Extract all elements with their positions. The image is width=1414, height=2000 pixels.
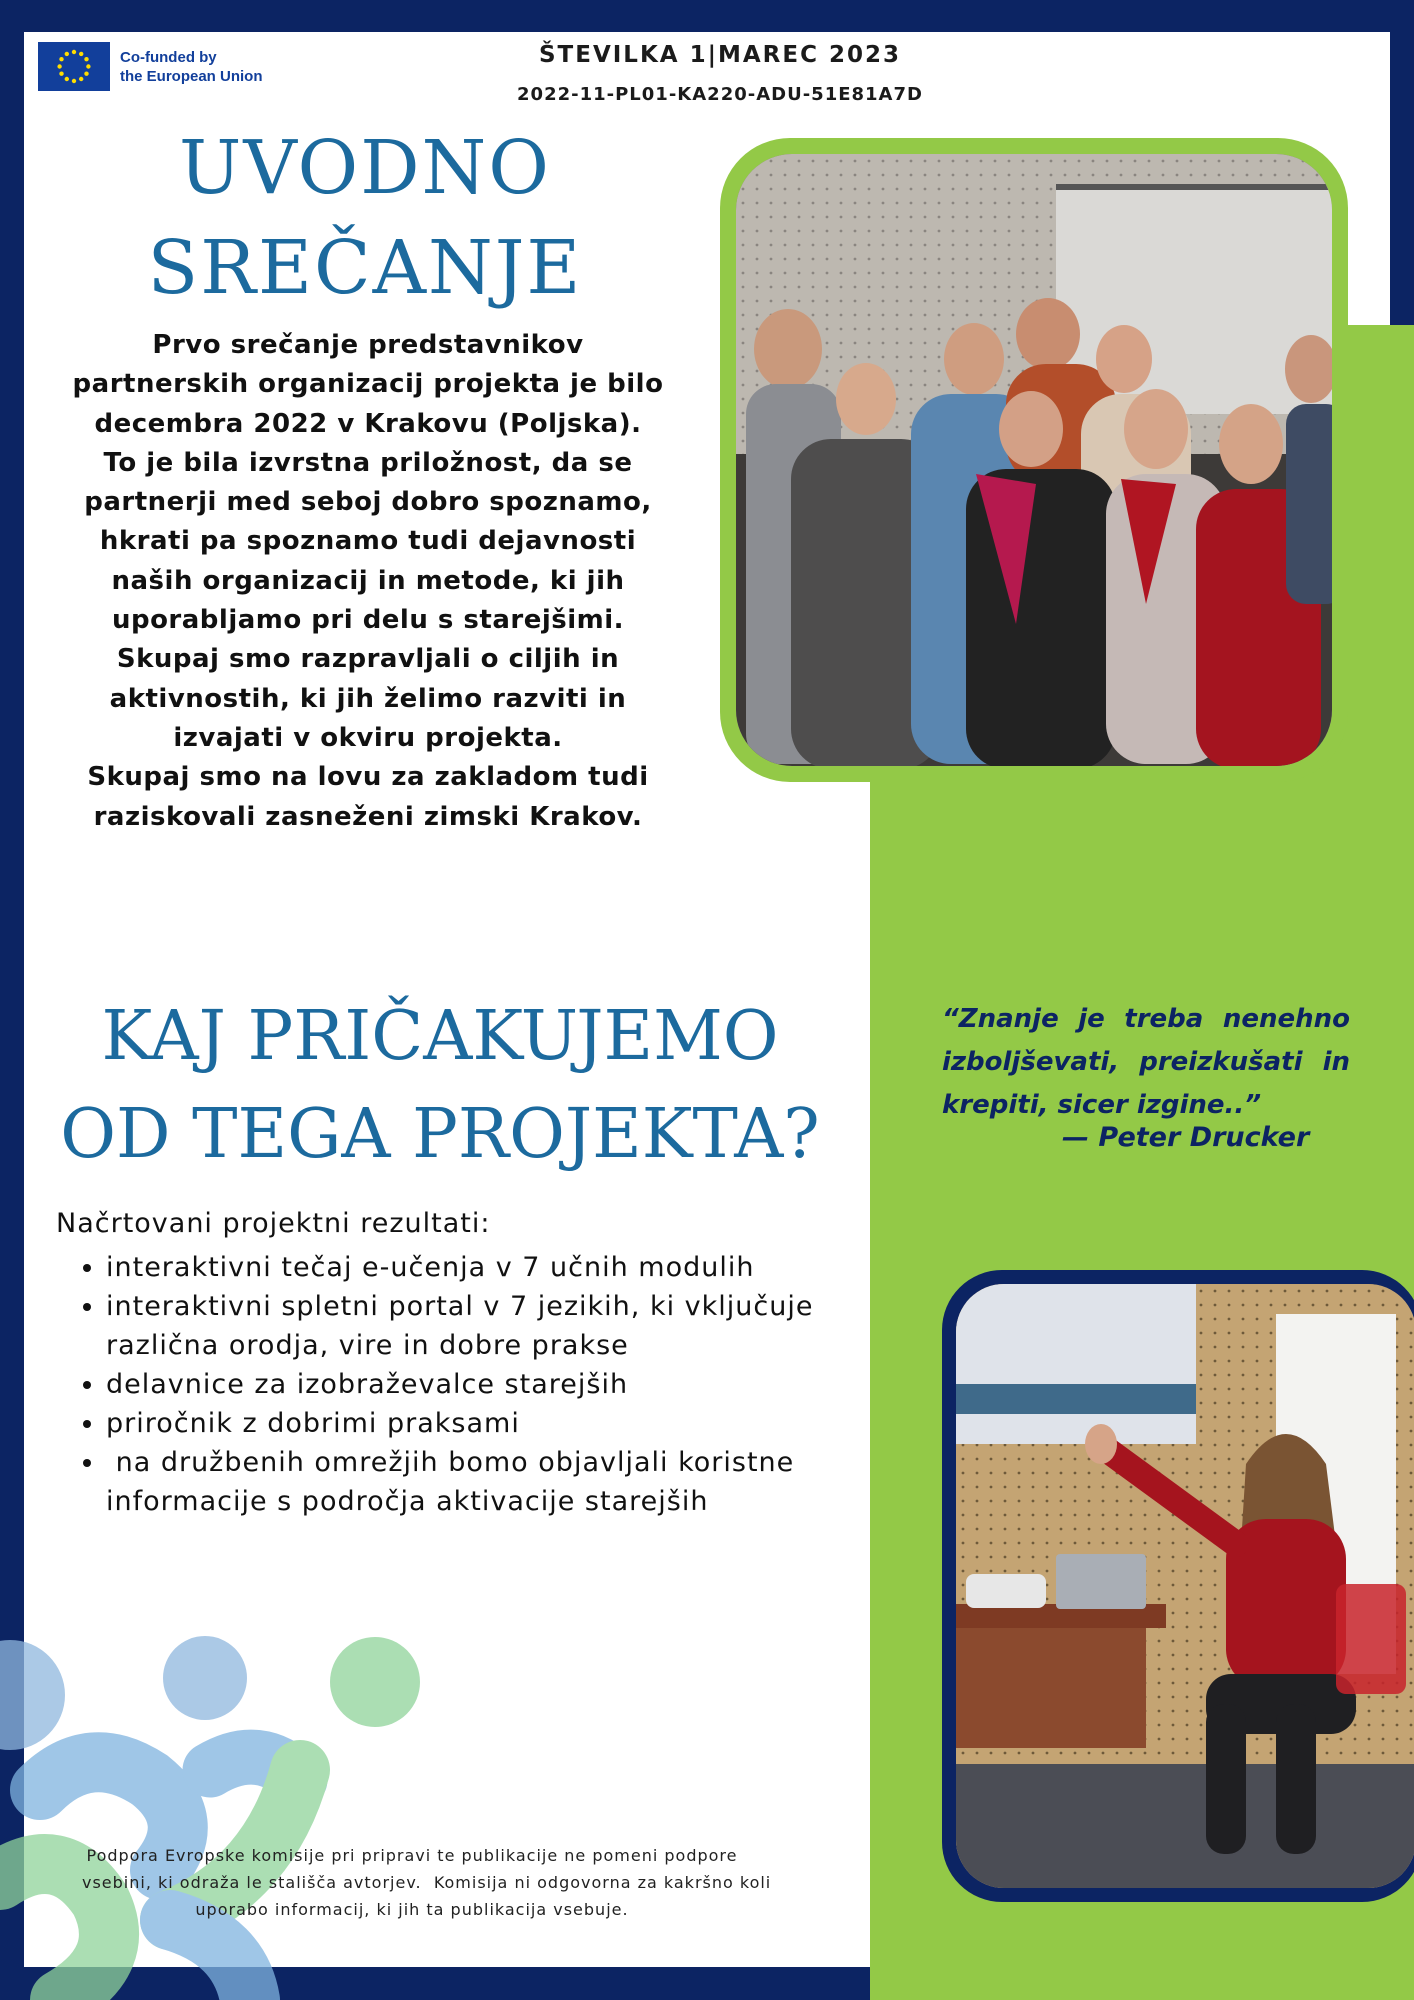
body-line: Prvo srečanje predstavnikov [152, 330, 584, 360]
presenter-photo-frame [942, 1270, 1414, 1902]
list-item: • delavnice za izobraževalce starejših [106, 1365, 906, 1404]
issue-number: ŠTEVILKA 1|MAREC 2023 [538, 42, 902, 68]
quote-author: — Peter Drucker [1062, 1122, 1310, 1153]
section2-title-line: OD TEGA PROJEKTA? [60, 1095, 820, 1174]
results-heading: Načrtovani projektni rezultati: [56, 1208, 491, 1239]
body-line: Skupaj smo na lovu za zakladom tudi [87, 762, 649, 793]
eu-cofunded-badge [38, 42, 263, 91]
body-line: Skupaj smo razpravljali o ciljih in [116, 644, 620, 675]
disclaimer-line: uporabo informacij, ki jih ta publikacija vsebuje. [195, 1900, 629, 1919]
project-logo-icon [0, 1620, 440, 2000]
eu-label: Co-funded by the European Union [120, 48, 263, 85]
quote-text: “Znanje je treba nenehno izboljševati, preizkušati in krepiti, sicer izgine..” [942, 1004, 1350, 1120]
section2-title-line: KAJ PRIČAKUJEMO [101, 997, 779, 1076]
list-item: • priročnik z dobrimi praksami [106, 1404, 906, 1443]
section2-title [30, 988, 850, 1184]
list-item: • na družbenih omrežjih bomo objavljali koristne informacije s področja aktivacije starejših [106, 1443, 906, 1521]
group-photo [736, 154, 1332, 766]
disclaimer-line: Podpora Evropske komisije pri pripravi te publikacije ne pomeni podpore [86, 1846, 738, 1865]
section1-title-line: UVODNO [179, 125, 551, 211]
body-line: uporabljamo pri delu s starejšimi. [111, 605, 625, 636]
group-photo-frame [720, 138, 1348, 782]
results-list [56, 1248, 906, 1521]
list-item: • interaktivni tečaj e-učenja v 7 učnih modulih [106, 1248, 906, 1287]
section1-body [38, 326, 698, 837]
body-line: raziskovali zasneženi zimski Krakov. [93, 801, 643, 832]
body-line: partnerji med seboj dobro spoznamo, [84, 487, 652, 518]
body-line: naših organizacij in metode, ki jih [111, 565, 625, 596]
eu-flag-icon [38, 42, 110, 91]
section1-title [40, 118, 690, 318]
disclaimer [82, 1842, 772, 1923]
project-code: 2022-11-PL01-KA220-ADU-51E81A7D [517, 84, 923, 105]
disclaimer-line: vsebini, ki odraža le stališča avtorjev. Komisija ni odgovorna za kakršno koli [82, 1873, 772, 1892]
body-line: aktivnostih, ki jih želimo razviti in [109, 683, 627, 714]
body-line: partnerskih organizacij projekta je bilo [72, 369, 664, 400]
body-line: hkrati pa spoznamo tudi dejavnosti [99, 526, 637, 557]
list-item: • interaktivni spletni portal v 7 jezikih, ki vključuje različna orodja, vire in dobre prakse [106, 1287, 906, 1365]
body-line: decembra 2022 v Krakovu (Poljska). [94, 408, 642, 439]
section1-title-line: SREČANJE [147, 225, 583, 311]
presenter-photo [956, 1284, 1414, 1888]
body-line: izvajati v okviru projekta. [173, 722, 563, 753]
body-line: To je bila izvrstna priložnost, da se [103, 447, 633, 478]
